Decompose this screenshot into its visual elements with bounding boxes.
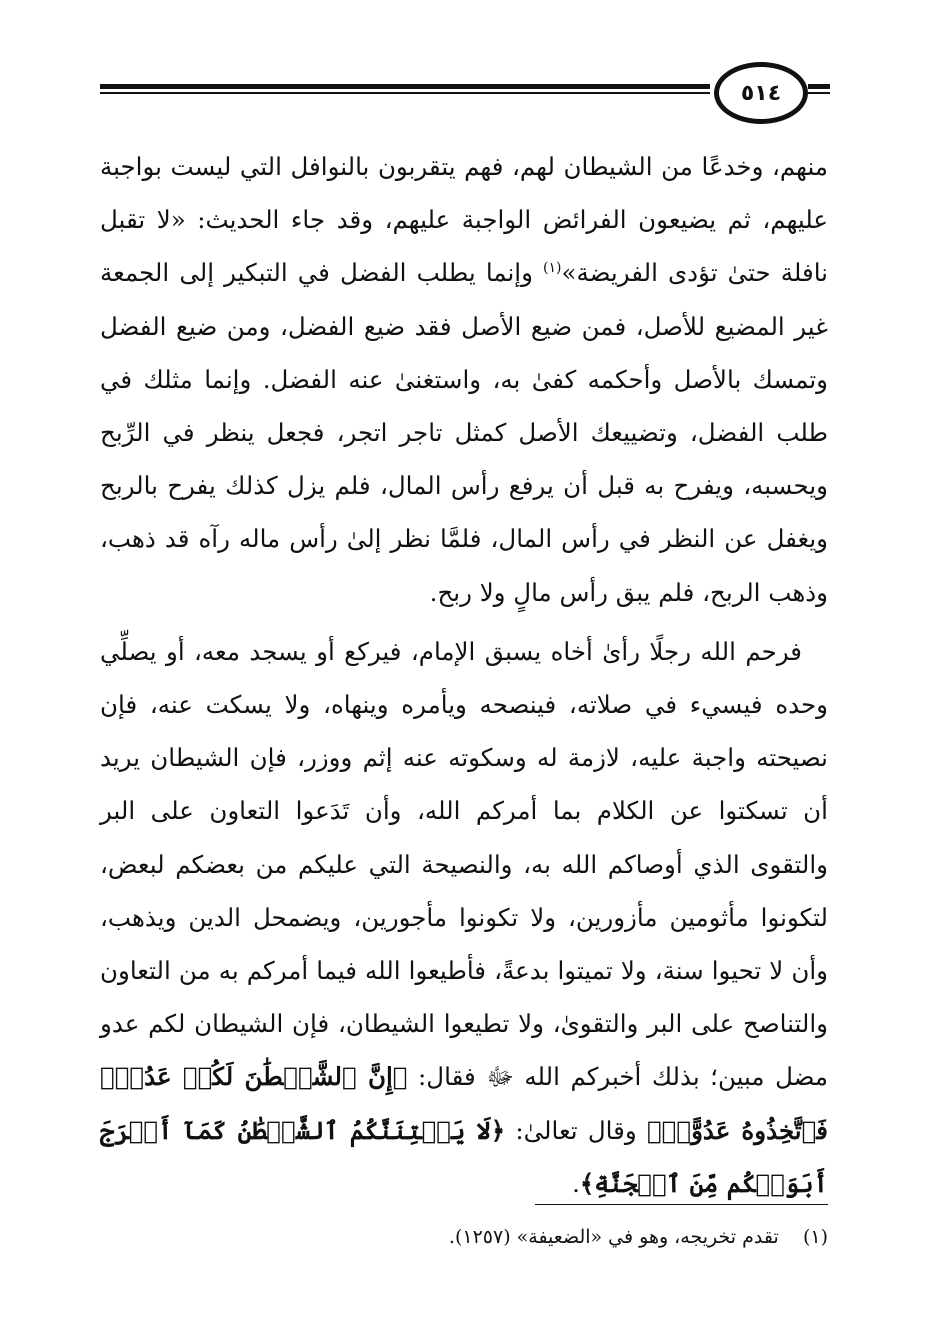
page-number: ٥١٤ xyxy=(714,62,808,124)
footnote-divider xyxy=(535,1204,828,1205)
footnote-marker: (١) xyxy=(543,260,562,277)
paragraph-text: فرحم الله رجلًا رأىٰ أخاه يسبق الإمام، فيركع أو يسجد معه، أو يصلِّي وحده فيسيء في صلاته، فينصحه ويأمره وينهاه، ولا يسكت عنه، فإن نصيحته واجبة عليه، لازمة له وسكوته عنه إثم ووزر، فإن الشيطان يريد أن تسكتوا عن الكلام بما أمركم الله، وأن تَدَعوا التعاون على البر والتقوى الذي أوصاكم الله به، والنصيحة التي عليكم من بعضكم لبعض، لتكونوا مأثومين مأزورين، ولا تكونوا مأجورين، ويضمحل الدين ويذهب، وأن لا تحيوا سنة، ولا تميتوا بدعةً، فأطيعوا الله فيما أمركم به من التعاون والتناصح على البر والتقوىٰ، ولا تطيعوا الشيطان، فإن الشيطان لكم عدو مضل مبين؛ بذلك أخبركم الله ﷻ فقال: xyxy=(100,636,828,1092)
paragraph-1 xyxy=(100,140,828,619)
page-header xyxy=(100,62,830,132)
paragraph-text: وإنما يطلب الفضل في التبكير إلى الجمعة غير المضيع للأصل، فمن ضيع الأصل فقد ضيع الفضل، ومن ضيع الفضل وتمسك بالأصل وأحكمه كفىٰ به، واستغنىٰ عنه الفضل. وإنما مثلك في طلب الفضل، وتضييعك الأصل كمثل تاجر اتجر، فجعل ينظر في الرِّبح ويحسبه، ويفرح به قبل أن يرفع رأس المال، فلم يزل كذلك يفرح بالربح ويغفل عن النظر في رأس المال، فلمَّا نظر إلىٰ رأس ماله رآه قد ذهب، وذهب الربح، فلم يبق رأس مالٍ ولا ربح. xyxy=(100,258,828,607)
footnote-text: تقدم تخريجه، وهو في «الضعيفة» (١٢٥٧). xyxy=(448,1226,779,1248)
quran-verse: ﴿إِنَّ ٱلشَّيۡطَٰنَ لَكُمۡ عَدُوّٞ فَٱتَّخِذُوهُ عَدُوًّاۚ﴾ xyxy=(100,1062,829,1145)
paragraph-2 xyxy=(100,625,828,1210)
footnote xyxy=(100,1222,828,1252)
quran-verse: ﴿لَا يَفۡتِنَنَّكُمُ ٱلشَّيۡطَٰنُ كَمَآ أَخۡرَجَ أَبَوَيۡكُم مِّنَ ٱلۡجَنَّةِ﴾ xyxy=(100,1115,828,1198)
body-text xyxy=(100,140,828,1210)
paragraph-text: منهم، وخدعًا من الشيطان لهم، فهم يتقربون بالنوافل التي ليست بواجبة عليهم، ثم يضيعون الفرائض الواجبة عليهم، وقد جاء الحديث: «لا تقبل نافلة حتىٰ تؤدى الفريضة» xyxy=(100,152,829,288)
paragraph-text: . xyxy=(572,1168,580,1198)
footnote-number: (١) xyxy=(802,1226,828,1248)
paragraph-text: وقال تعالىٰ: xyxy=(505,1115,647,1145)
